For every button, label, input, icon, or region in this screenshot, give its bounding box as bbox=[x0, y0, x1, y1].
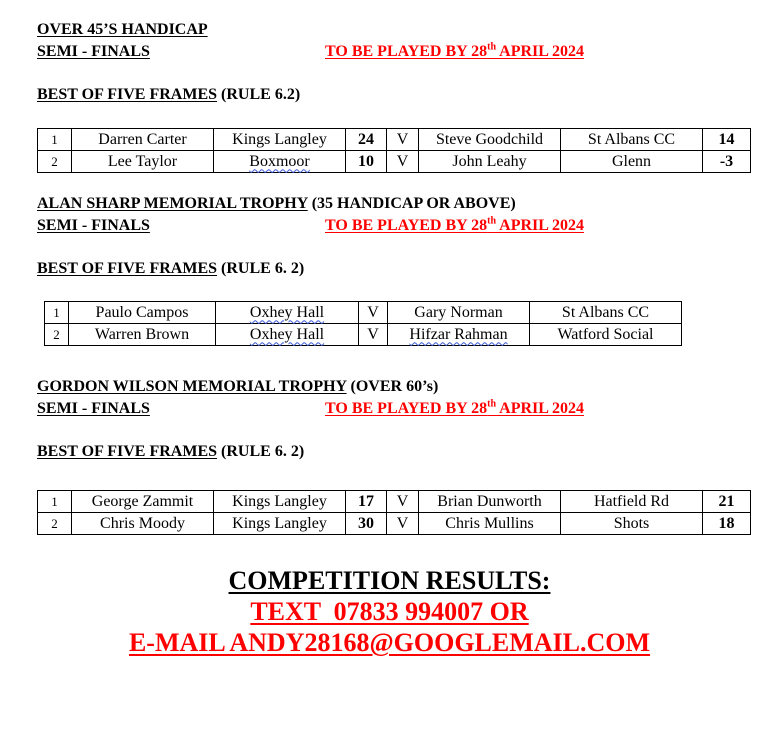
table-row bbox=[38, 513, 751, 535]
player-home: Chris Moody bbox=[72, 513, 214, 535]
format-rule: (RULE 6. 2) bbox=[221, 260, 305, 277]
player-away-text: Hifzar Rahman bbox=[409, 325, 508, 343]
format-line bbox=[37, 260, 304, 278]
deadline-sup: th bbox=[487, 398, 497, 410]
club-home bbox=[216, 302, 359, 324]
score-away: 18 bbox=[703, 513, 751, 535]
deadline bbox=[325, 217, 584, 235]
table-row bbox=[45, 324, 682, 346]
club-home-text: Oxhey Hall bbox=[249, 303, 325, 321]
deadline bbox=[325, 400, 584, 418]
score-home: 10 bbox=[346, 151, 387, 173]
results-heading bbox=[0, 566, 779, 596]
results-email-text: E-MAIL ANDY28168@GOOGLEMAIL.COM bbox=[128, 628, 651, 657]
section-title-suffix: (35 HANDICAP OR ABOVE) bbox=[311, 195, 516, 212]
player-home: Darren Carter bbox=[72, 129, 214, 151]
section-title: ALAN SHARP MEMORIAL TROPHY bbox=[37, 195, 308, 212]
table-row bbox=[38, 151, 751, 173]
deadline bbox=[325, 43, 584, 61]
section-title-suffix: (OVER 60’s) bbox=[350, 378, 439, 395]
format-line bbox=[37, 443, 304, 461]
format-label: BEST OF FIVE FRAMES bbox=[37, 86, 218, 103]
versus: V bbox=[387, 491, 419, 513]
player-home: Warren Brown bbox=[69, 324, 216, 346]
results-email-line bbox=[0, 628, 779, 658]
player-away: John Leahy bbox=[419, 151, 561, 173]
round-label: SEMI - FINALS bbox=[37, 400, 150, 417]
format-label: BEST OF FIVE FRAMES bbox=[37, 443, 218, 460]
versus: V bbox=[359, 302, 388, 324]
format-line bbox=[37, 86, 300, 104]
deadline-sup: th bbox=[487, 215, 497, 227]
versus: V bbox=[387, 513, 419, 535]
deadline-text-end: APRIL 2024 bbox=[496, 43, 585, 60]
format-rule: (RULE 6. 2) bbox=[221, 443, 305, 460]
club-away: Shots bbox=[561, 513, 703, 535]
deadline-text: TO BE PLAYED BY 28 bbox=[325, 43, 488, 60]
match-number: 1 bbox=[38, 491, 72, 513]
score-home: 30 bbox=[346, 513, 387, 535]
club-home: Kings Langley bbox=[214, 129, 346, 151]
player-home: Paulo Campos bbox=[69, 302, 216, 324]
section-title-line bbox=[37, 378, 438, 396]
results-text-line bbox=[0, 597, 779, 627]
round-label: SEMI - FINALS bbox=[37, 217, 150, 234]
fixtures-table bbox=[37, 490, 751, 535]
score-home: 24 bbox=[346, 129, 387, 151]
format-rule: (RULE 6.2) bbox=[221, 86, 301, 103]
deadline-text-end: APRIL 2024 bbox=[496, 400, 585, 417]
results-heading-text: COMPETITION RESULTS: bbox=[228, 566, 551, 595]
section-title: GORDON WILSON MEMORIAL TROPHY bbox=[37, 378, 347, 395]
player-away: Gary Norman bbox=[388, 302, 530, 324]
player-home: Lee Taylor bbox=[72, 151, 214, 173]
deadline-sup: th bbox=[487, 41, 497, 53]
match-number: 2 bbox=[45, 324, 69, 346]
player-away: Brian Dunworth bbox=[419, 491, 561, 513]
player-home: George Zammit bbox=[72, 491, 214, 513]
score-home: 17 bbox=[346, 491, 387, 513]
versus: V bbox=[387, 151, 419, 173]
score-away: -3 bbox=[703, 151, 751, 173]
fixtures-table bbox=[44, 301, 682, 346]
section-title: OVER 45’S HANDICAP bbox=[37, 21, 208, 38]
club-home bbox=[214, 151, 346, 173]
club-away: Glenn bbox=[561, 151, 703, 173]
match-number: 2 bbox=[38, 151, 72, 173]
score-away: 14 bbox=[703, 129, 751, 151]
format-label: BEST OF FIVE FRAMES bbox=[37, 260, 218, 277]
player-away bbox=[388, 324, 530, 346]
club-home-text: Oxhey Hall bbox=[249, 325, 325, 343]
deadline-text-end: APRIL 2024 bbox=[496, 217, 585, 234]
score-away: 21 bbox=[703, 491, 751, 513]
table-row bbox=[45, 302, 682, 324]
match-number: 2 bbox=[38, 513, 72, 535]
club-away: St Albans CC bbox=[530, 302, 682, 324]
club-away: Hatfield Rd bbox=[561, 491, 703, 513]
match-number: 1 bbox=[45, 302, 69, 324]
club-home-text: Boxmoor bbox=[249, 152, 310, 170]
table-row bbox=[38, 129, 751, 151]
fixtures-table bbox=[37, 128, 751, 173]
club-home bbox=[216, 324, 359, 346]
club-away: Watford Social bbox=[530, 324, 682, 346]
results-text-number: TEXT 07833 994007 OR bbox=[250, 597, 529, 626]
versus: V bbox=[359, 324, 388, 346]
versus: V bbox=[387, 129, 419, 151]
deadline-text: TO BE PLAYED BY 28 bbox=[325, 217, 488, 234]
deadline-text: TO BE PLAYED BY 28 bbox=[325, 400, 488, 417]
table-row bbox=[38, 491, 751, 513]
round-label: SEMI - FINALS bbox=[37, 43, 150, 60]
match-number: 1 bbox=[38, 129, 72, 151]
player-away: Chris Mullins bbox=[419, 513, 561, 535]
club-home: Kings Langley bbox=[214, 513, 346, 535]
club-away: St Albans CC bbox=[561, 129, 703, 151]
player-away: Steve Goodchild bbox=[419, 129, 561, 151]
section-title-line bbox=[37, 195, 516, 213]
club-home: Kings Langley bbox=[214, 491, 346, 513]
